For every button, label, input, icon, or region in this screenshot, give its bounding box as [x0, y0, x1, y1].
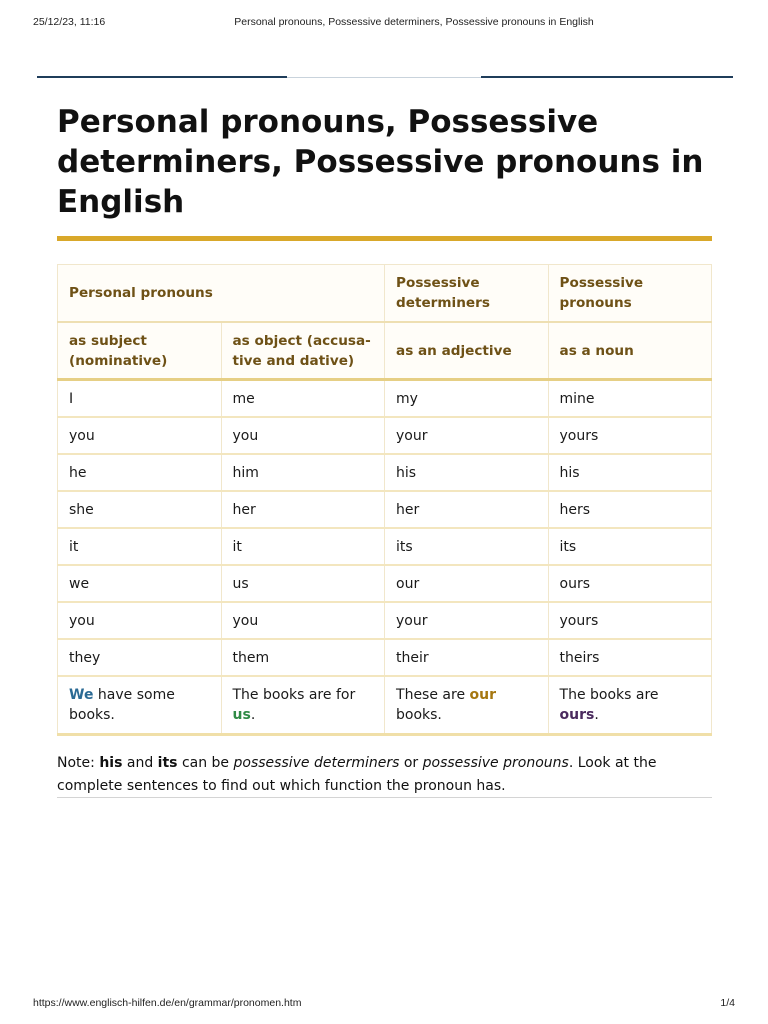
example-text: These are [396, 687, 470, 703]
table-cell: they [58, 639, 222, 676]
sub-header-row [58, 322, 712, 380]
table-row [58, 565, 712, 602]
pronoun-table [57, 264, 712, 736]
footer-page-number: 1/4 [720, 997, 735, 1009]
example-determiner [385, 676, 549, 735]
example-highlight-us: us [232, 707, 251, 723]
divider-segment [287, 77, 481, 78]
table-row [58, 454, 712, 491]
example-text: The books are [559, 687, 659, 703]
table-row [58, 417, 712, 454]
example-text: books. [396, 707, 442, 723]
note-text: and [122, 755, 158, 771]
table-cell: she [58, 491, 222, 528]
example-text: have some books. [69, 687, 175, 723]
group-header-row [58, 265, 712, 323]
note-prefix: Note: [57, 755, 100, 771]
table-cell: our [385, 565, 549, 602]
page-title: Personal pronouns, Possessive determiners, Possessive pronouns in English [57, 104, 704, 220]
note-word-his: his [99, 755, 123, 771]
note-term-determiners: possessive determiners [233, 755, 400, 771]
top-divider [37, 76, 733, 78]
table-cell: theirs [548, 639, 712, 676]
table-cell: us [221, 565, 385, 602]
example-object [221, 676, 385, 735]
header-as-noun: as a noun [548, 322, 712, 380]
table-cell: its [548, 528, 712, 565]
note-text: . Look at the complete sentences to find out which function the pronoun has. [57, 755, 657, 794]
example-highlight-ours: ours [559, 707, 595, 723]
example-highlight-we: We [69, 687, 94, 703]
table-cell: her [221, 491, 385, 528]
table-cell: him [221, 454, 385, 491]
header-as-object: as object (accusa-tive and dative) [221, 322, 385, 380]
note-paragraph [57, 752, 717, 798]
example-text: . [250, 707, 256, 723]
table-cell: ours [548, 565, 712, 602]
table-cell: it [221, 528, 385, 565]
print-header [33, 16, 735, 28]
note-term-pronouns: possessive pronouns [422, 755, 569, 771]
table-cell: hers [548, 491, 712, 528]
table-cell: me [221, 380, 385, 418]
header-personal-pronouns: Personal pronouns [58, 265, 385, 323]
table-cell: I [58, 380, 222, 418]
header-possessive-determiners: Possessive determiners [385, 265, 549, 323]
note-text: or [399, 755, 423, 771]
table-cell: we [58, 565, 222, 602]
header-as-adjective: as an adjective [385, 322, 549, 380]
print-footer [33, 997, 735, 1009]
table-cell: your [385, 602, 549, 639]
header-as-subject: as subject (nominative) [58, 322, 222, 380]
table-cell: his [548, 454, 712, 491]
table-cell: my [385, 380, 549, 418]
example-pronoun [548, 676, 712, 735]
table-cell: your [385, 417, 549, 454]
divider-segment [481, 76, 733, 78]
example-subject [58, 676, 222, 735]
table-cell: them [221, 639, 385, 676]
table-cell: you [221, 602, 385, 639]
table-row [58, 380, 712, 418]
table-cell: he [58, 454, 222, 491]
table-cell: it [58, 528, 222, 565]
table-cell: his [385, 454, 549, 491]
example-text: The books are for [232, 687, 356, 703]
table-row [58, 528, 712, 565]
header-possessive-pronouns: Possessive pronouns [548, 265, 712, 323]
table-row [58, 602, 712, 639]
example-row [58, 676, 712, 735]
table-row [58, 639, 712, 676]
table-cell: yours [548, 417, 712, 454]
table-cell: you [58, 417, 222, 454]
example-text: . [594, 707, 599, 723]
table-cell: their [385, 639, 549, 676]
title-underline [57, 236, 712, 241]
table-cell: its [385, 528, 549, 565]
table-cell: you [221, 417, 385, 454]
note-word-its: its [157, 755, 178, 771]
table-cell: you [58, 602, 222, 639]
note-text: can be [177, 755, 234, 771]
print-doc-title: Personal pronouns, Possessive determiners, Possessive pronouns in English [234, 16, 594, 28]
footer-url: https://www.englisch-hilfen.de/en/grammar/pronomen.htm [33, 997, 302, 1009]
divider-segment [37, 76, 287, 78]
example-highlight-our: our [469, 687, 497, 703]
table-cell: mine [548, 380, 712, 418]
table-cell: her [385, 491, 549, 528]
table-cell: yours [548, 602, 712, 639]
print-date: 25/12/23, 11:16 [33, 16, 106, 28]
bottom-divider [57, 797, 712, 798]
table-row [58, 491, 712, 528]
